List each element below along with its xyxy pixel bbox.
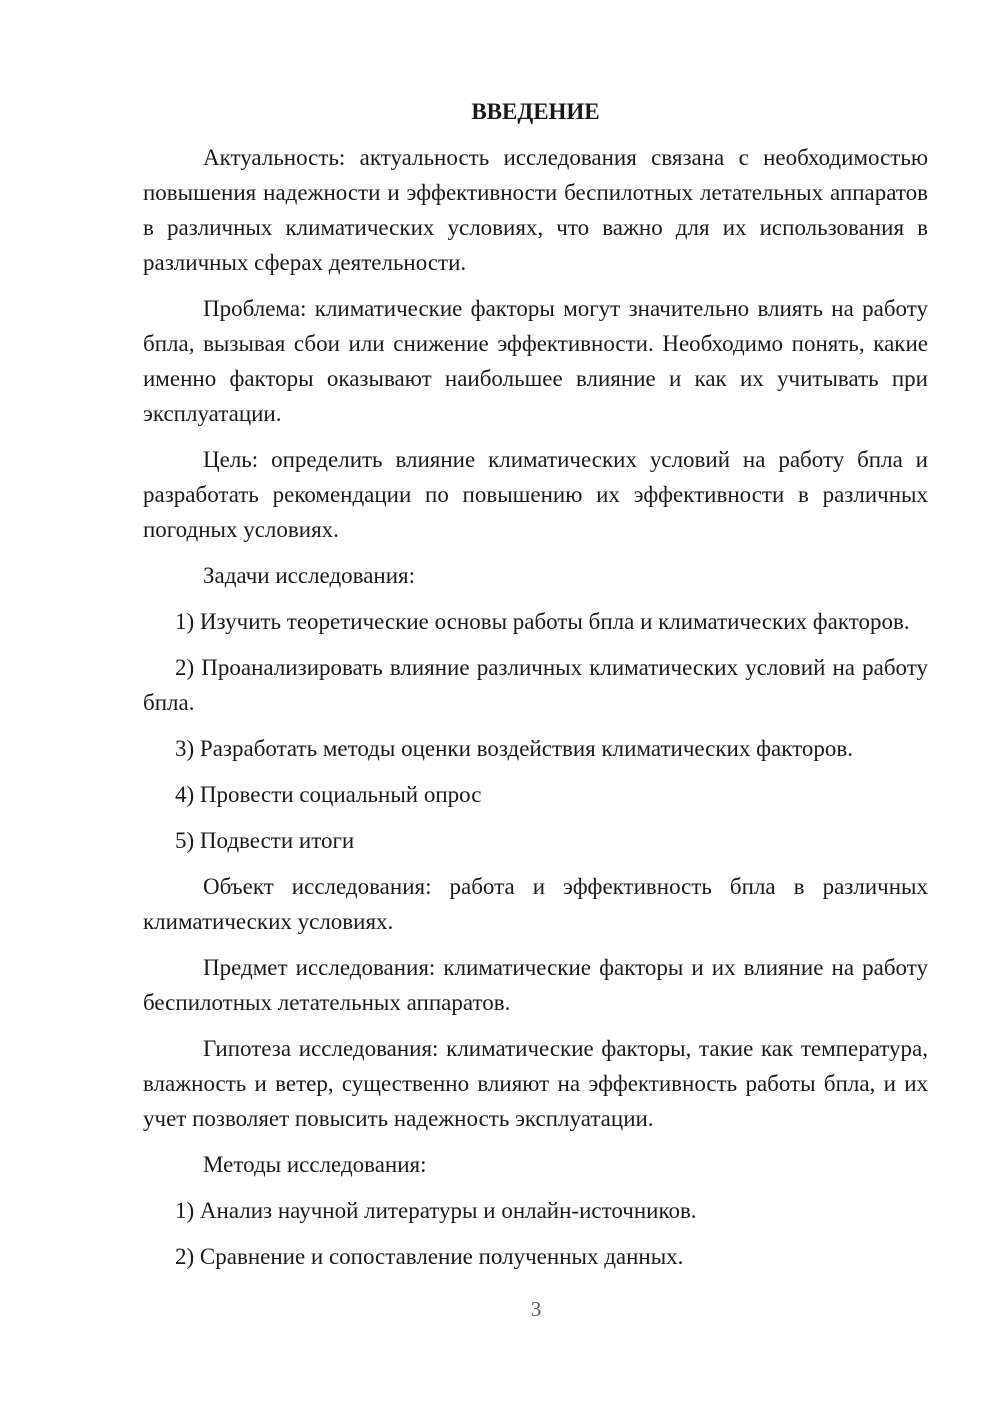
problem-paragraph <box>143 291 928 431</box>
relevance-paragraph <box>143 140 928 280</box>
method-item-1: 1) Анализ научной литературы и онлайн-источников. <box>175 1198 697 1223</box>
page-number: 3 <box>530 1297 542 1321</box>
relevance-text: актуальность исследования связана с необходимостью повышения надежности и эффективности беспилотных летательных аппаратов в различных климатических условиях, что важно для их использования в различных сферах деятельности. <box>143 145 928 275</box>
object-label: Объект исследования: <box>203 874 432 899</box>
relevance-label: Актуальность: <box>203 145 346 170</box>
object-text: работа и эффективность бпла в различных климатических условиях. <box>143 874 928 934</box>
methods-heading: Методы исследования: <box>203 1152 427 1177</box>
problem-label: Проблема: <box>203 296 307 321</box>
hypothesis-paragraph <box>143 1031 928 1136</box>
task-item-5: 5) Подвести итоги <box>175 828 355 853</box>
goal-text: определить влияние климатических условий на работу бпла и разработать рекомендации по повышению их эффективности в различных погодных условиях. <box>143 447 928 542</box>
problem-text: климатические факторы могут значительно влиять на работу бпла, вызывая сбои или снижение эффективности. Необходимо понять, какие именно факторы оказывают наибольшее влияние и как их учитывать при эксплуатации. <box>143 296 929 426</box>
task-item-4: 4) Провести социальный опрос <box>175 782 482 807</box>
document-body <box>143 94 928 1285</box>
object-paragraph <box>143 869 928 939</box>
task-item-1: 1) Изучить теоретические основы работы бпла и климатических факторов. <box>175 609 910 634</box>
tasks-heading: Задачи исследования: <box>203 563 416 588</box>
goal-paragraph <box>143 442 928 547</box>
goal-label: Цель: <box>203 447 259 472</box>
subject-text: климатические факторы и их влияние на работу беспилотных летательных аппаратов. <box>143 955 928 1015</box>
section-title: ВВЕДЕНИЕ <box>471 99 600 124</box>
task-item-3: 3) Разработать методы оценки воздействия климатических факторов. <box>175 736 853 761</box>
hypothesis-text: климатические факторы, такие как температура, влажность и ветер, существенно влияют на эффективность работы бпла, и их учет позволяет повысить надежность эксплуатации. <box>143 1036 929 1131</box>
subject-label: Предмет исследования: <box>203 955 436 980</box>
task-item-2: 2) Проанализировать влияние различных климатических условий на работу бпла. <box>143 655 928 715</box>
subject-paragraph <box>143 950 928 1020</box>
method-item-2: 2) Сравнение и сопоставление полученных данных. <box>175 1244 684 1269</box>
hypothesis-label: Гипотеза исследования: <box>203 1036 439 1061</box>
